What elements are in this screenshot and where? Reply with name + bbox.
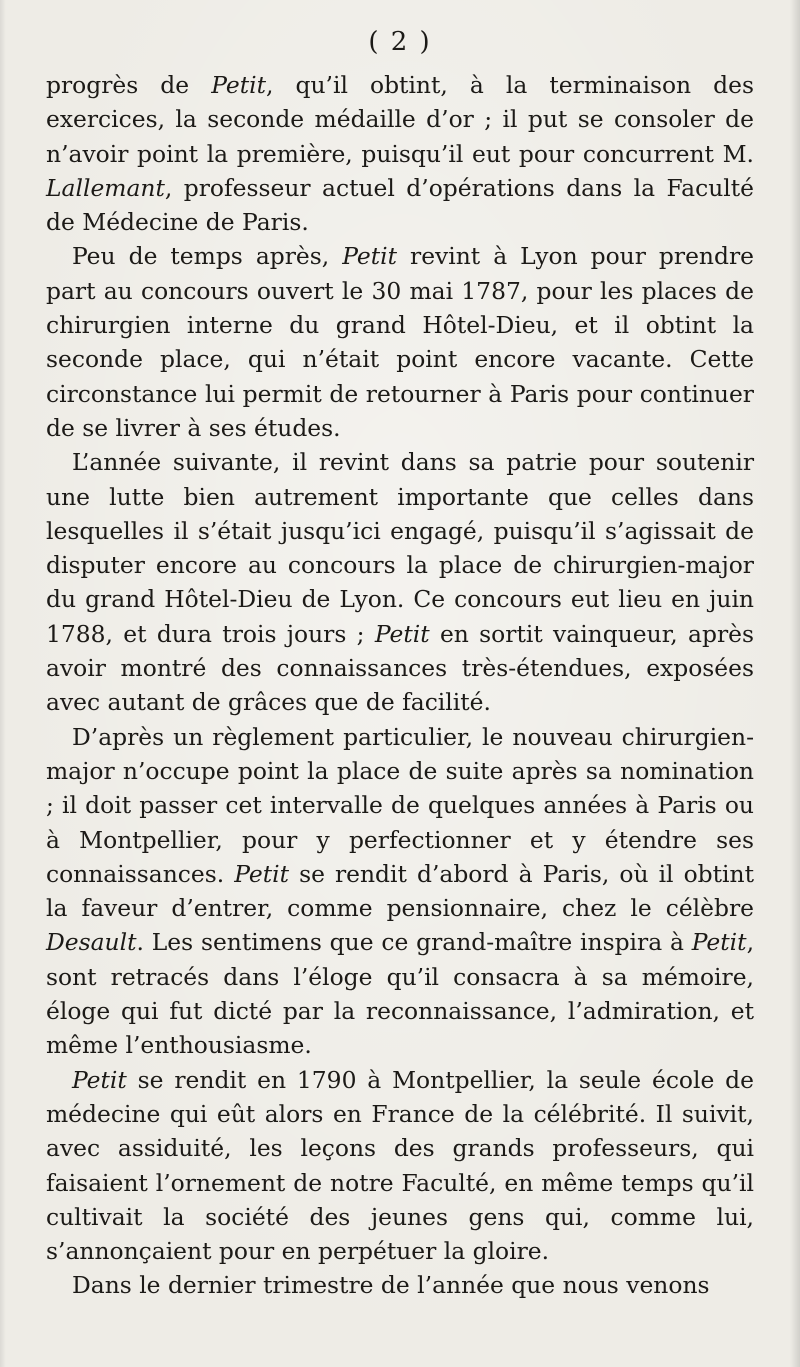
body-text (46, 68, 754, 1303)
paragraph (46, 68, 754, 239)
italic-name: Petit (234, 859, 290, 888)
paragraph (46, 239, 754, 445)
italic-name: Petit (691, 928, 747, 957)
italic-name: Lallemant (46, 173, 165, 202)
text-run: se rendit en 1790 à Montpellier, la seule école de médecine qui eût alors en France de la célébrité. Il suivit, avec assiduité, les leçons des grands professeurs, qui faisaient l’ornement de notre Faculté, en même temps qu’il cultivait la société des jeunes gens qui, comme lui, s’annonçaient pour en perpétuer la gloire. (46, 1065, 754, 1266)
italic-name: Petit (374, 619, 430, 648)
page-edge-shadow (790, 0, 800, 1367)
text-run: se rendit d’abord à Paris, où il obtint la faveur d’entrer, comme pensionnaire, chez le célèbre (46, 859, 754, 923)
page-number: ( 2 ) (368, 27, 432, 57)
italic-name: Petit (211, 71, 266, 99)
paragraph (46, 1063, 754, 1269)
text-run: , professeur actuel d’opérations dans la Faculté de Médecine de Paris. (46, 173, 754, 237)
text-run: L’année suivante, il revint dans sa patrie pour soutenir une lutte bien autrement importante que celles dans lesquelles il s’était jusqu’ici engagé, puisqu’il s’agissait de disputer encore au concours la place de chirurgien-major du grand Hôtel-Dieu de Lyon. Ce concours eut lieu en juin 1788, et dura trois jours ; (46, 448, 754, 648)
paragraph (46, 1268, 754, 1302)
text-run: , qu’il obtint, à la terminaison des exercices, la seconde médaille d’or ; il put se consoler de n’avoir point la première, puisqu’il eut pour concurrent M. (46, 71, 754, 168)
paragraph (46, 720, 754, 1063)
text-run: , sont retracés dans l’éloge qu’il consacra à sa mémoire, éloge qui fut dicté par la reconnaissance, l’admiration, et même l’enthousiasme. (46, 928, 754, 1060)
text-run: en sortit vainqueur, après avoir montré des connaissances très-étendues, exposées avec autant de grâces que de facilité. (46, 619, 754, 717)
paragraph (46, 445, 754, 719)
text-run: progrès de (46, 71, 212, 99)
italic-name: Petit (72, 1065, 127, 1094)
page-gutter-shadow (0, 0, 6, 1367)
italic-name: Desault (46, 928, 137, 957)
text-run: Dans le dernier trimestre de l’année que nous venons (72, 1271, 710, 1300)
italic-name: Petit (342, 242, 398, 271)
text-run: Peu de temps après, (72, 242, 343, 271)
text-run: . Les sentimens que ce grand-maître inspira à (136, 928, 692, 957)
text-run: D’après un règlement particulier, le nouveau chirurgien-major n’occupe point la place de suite après sa nomination ; il doit passer cet intervalle de quelques années à Paris ou à Montpellier, pour y perfectionner et y étendre ses connaissances. (46, 722, 754, 888)
text-run: revint à Lyon pour prendre part au concours ouvert le 30 mai 1787, pour les places de chirurgien interne du grand Hôtel-Dieu, et il obtint la seconde place, qui n’était point encore vacante. Cette circonstance lui permit de retourner à Paris pour continuer de se livrer à ses études. (46, 242, 754, 442)
